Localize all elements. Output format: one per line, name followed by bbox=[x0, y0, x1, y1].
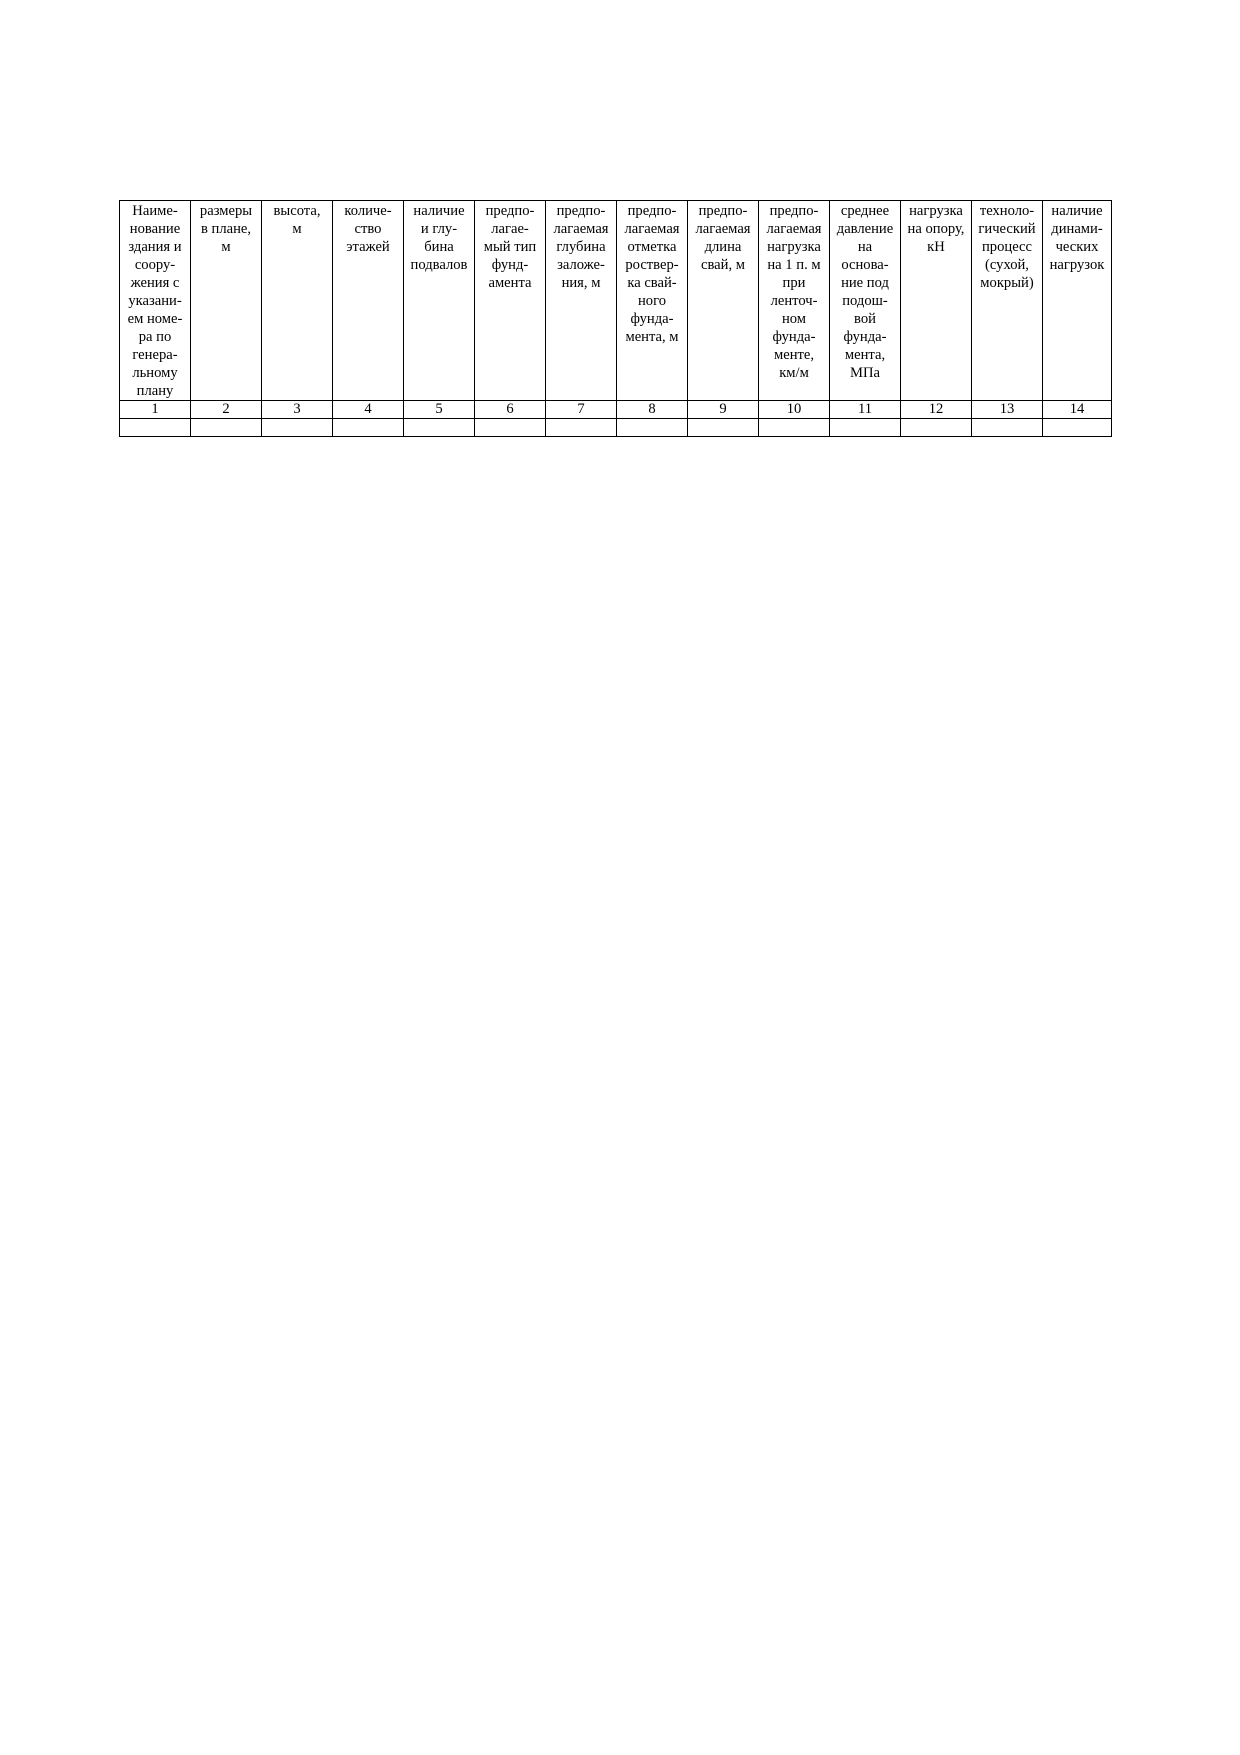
column-number-cell: 4 bbox=[333, 401, 404, 419]
header-text-line: размеры bbox=[199, 203, 253, 219]
column-header-3 bbox=[262, 201, 333, 401]
header-text-line: фунда- bbox=[630, 311, 674, 327]
header-text-line: мента, м bbox=[625, 329, 679, 345]
header-text-line: давление bbox=[836, 221, 894, 237]
column-header-6 bbox=[475, 201, 546, 401]
column-number-cell: 13 bbox=[972, 401, 1043, 419]
header-text-line: мента, bbox=[844, 347, 886, 363]
header-text-line: ния, м bbox=[561, 275, 601, 291]
header-text-line: на опору, bbox=[907, 221, 965, 237]
header-text-line: нагрузка bbox=[767, 239, 821, 255]
column-number-cell: 1 bbox=[120, 401, 191, 419]
header-text-line: ство bbox=[354, 221, 382, 237]
header-text-line: лагаемая bbox=[553, 221, 609, 237]
header-text-line: МПа bbox=[850, 365, 880, 381]
header-text-line: динами- bbox=[1051, 221, 1103, 237]
header-text-line: фунд- bbox=[491, 257, 529, 273]
header-text-line: в плане, bbox=[200, 221, 252, 237]
header-text-line: лагаемая bbox=[766, 221, 822, 237]
column-header-7 bbox=[546, 201, 617, 401]
header-text-line: бина bbox=[424, 239, 454, 255]
header-text-line: км/м bbox=[779, 365, 809, 381]
header-text-line: подвалов bbox=[410, 257, 468, 273]
header-text-line: ном bbox=[781, 311, 807, 327]
header-text-line: предпо- bbox=[485, 203, 535, 219]
header-text-line: указани- bbox=[128, 293, 182, 309]
header-text-line: Наиме- bbox=[132, 203, 178, 219]
header-text-line: на bbox=[857, 239, 873, 255]
column-header-9 bbox=[688, 201, 759, 401]
header-text-line: ем номе- bbox=[127, 311, 183, 327]
header-text-line: амента bbox=[488, 275, 532, 291]
header-text-line: количе- bbox=[344, 203, 392, 219]
header-text-line: при bbox=[782, 275, 806, 291]
header-text-line: фунда- bbox=[843, 329, 887, 345]
table-cell[interactable] bbox=[759, 419, 830, 437]
header-text-line: отметка bbox=[627, 239, 677, 255]
header-text-line: вой bbox=[854, 311, 876, 327]
column-number-cell: 6 bbox=[475, 401, 546, 419]
header-text-line: ческих bbox=[1055, 239, 1099, 255]
column-number-cell: 2 bbox=[191, 401, 262, 419]
header-text-line: лагаемая bbox=[624, 221, 680, 237]
header-text-line: нование bbox=[129, 221, 181, 237]
header-text-line: наличие bbox=[1051, 203, 1103, 219]
header-text-line: м bbox=[292, 221, 302, 237]
column-header-5 bbox=[404, 201, 475, 401]
column-header-8 bbox=[617, 201, 688, 401]
header-text-line: процесс bbox=[981, 239, 1032, 255]
header-text-line: нагрузок bbox=[1049, 257, 1105, 273]
column-header-2 bbox=[191, 201, 262, 401]
header-text-line: длина bbox=[704, 239, 742, 255]
table-cell[interactable] bbox=[333, 419, 404, 437]
header-text-line: заложе- bbox=[557, 257, 605, 273]
column-number-cell: 8 bbox=[617, 401, 688, 419]
header-text-line: предпо- bbox=[556, 203, 606, 219]
column-number-cell: 3 bbox=[262, 401, 333, 419]
header-text-line: основа- bbox=[841, 257, 889, 273]
header-text-line: роствер- bbox=[625, 257, 679, 273]
column-header-10 bbox=[759, 201, 830, 401]
header-text-line: фунда- bbox=[772, 329, 816, 345]
header-text-line: свай, м bbox=[701, 257, 745, 273]
column-header-12 bbox=[901, 201, 972, 401]
table-cell[interactable] bbox=[546, 419, 617, 437]
header-text-line: кН bbox=[927, 239, 945, 255]
building-parameters-table bbox=[119, 200, 1112, 437]
header-text-line: ленточ- bbox=[770, 293, 818, 309]
column-header-4 bbox=[333, 201, 404, 401]
table-cell[interactable] bbox=[830, 419, 901, 437]
header-text-line: ра по bbox=[138, 329, 172, 345]
header-text-line: техноло- bbox=[979, 203, 1035, 219]
header-text-line: подош- bbox=[842, 293, 888, 309]
header-text-line: плану bbox=[136, 383, 174, 399]
table-cell[interactable] bbox=[688, 419, 759, 437]
table-cell[interactable] bbox=[191, 419, 262, 437]
column-number-cell: 9 bbox=[688, 401, 759, 419]
header-text-line: гический bbox=[978, 221, 1036, 237]
header-text-line: м bbox=[221, 239, 231, 255]
column-header-11 bbox=[830, 201, 901, 401]
header-text-line: ние под bbox=[841, 275, 889, 291]
header-text-line: предпо- bbox=[698, 203, 748, 219]
column-number-cell: 5 bbox=[404, 401, 475, 419]
header-text-line: ного bbox=[637, 293, 667, 309]
header-text-line: и глу- bbox=[420, 221, 458, 237]
table-cell[interactable] bbox=[901, 419, 972, 437]
header-text-line: мый тип bbox=[483, 239, 537, 255]
column-number-cell: 7 bbox=[546, 401, 617, 419]
table-cell[interactable] bbox=[1043, 419, 1112, 437]
table-header-row bbox=[120, 201, 1112, 401]
header-text-line: предпо- bbox=[769, 203, 819, 219]
column-header-13 bbox=[972, 201, 1043, 401]
column-number-cell: 12 bbox=[901, 401, 972, 419]
table-cell[interactable] bbox=[972, 419, 1043, 437]
header-text-line: на 1 п. м bbox=[767, 257, 821, 273]
header-text-line: мокрый) bbox=[980, 275, 1034, 291]
column-number-cell: 10 bbox=[759, 401, 830, 419]
column-number-cell: 11 bbox=[830, 401, 901, 419]
header-text-line: этажей bbox=[346, 239, 390, 255]
table-cell[interactable] bbox=[617, 419, 688, 437]
header-text-line: генера- bbox=[132, 347, 178, 363]
table-row bbox=[120, 419, 1112, 437]
header-text-line: нагрузка bbox=[909, 203, 963, 219]
header-text-line: (сухой, bbox=[985, 257, 1029, 273]
header-text-line: жения с bbox=[130, 275, 180, 291]
header-text-line: среднее bbox=[840, 203, 890, 219]
header-text-line: менте, bbox=[773, 347, 815, 363]
table-cell[interactable] bbox=[404, 419, 475, 437]
column-number-cell: 14 bbox=[1043, 401, 1112, 419]
header-text-line: ка свай- bbox=[627, 275, 677, 291]
header-text-line: соору- bbox=[134, 257, 176, 273]
column-number-row bbox=[120, 401, 1112, 419]
table-cell[interactable] bbox=[262, 419, 333, 437]
header-text-line: льному bbox=[132, 365, 178, 381]
column-header-14 bbox=[1043, 201, 1112, 401]
header-text-line: предпо- bbox=[627, 203, 677, 219]
header-text-line: лагаемая bbox=[695, 221, 751, 237]
table-cell[interactable] bbox=[120, 419, 191, 437]
header-text-line: лагае- bbox=[491, 221, 529, 237]
header-text-line: наличие bbox=[413, 203, 465, 219]
header-text-line: глубина bbox=[556, 239, 606, 255]
header-text-line: высота, bbox=[273, 203, 321, 219]
header-text-line: здания и bbox=[128, 239, 182, 255]
table-cell[interactable] bbox=[475, 419, 546, 437]
column-header-1 bbox=[120, 201, 191, 401]
